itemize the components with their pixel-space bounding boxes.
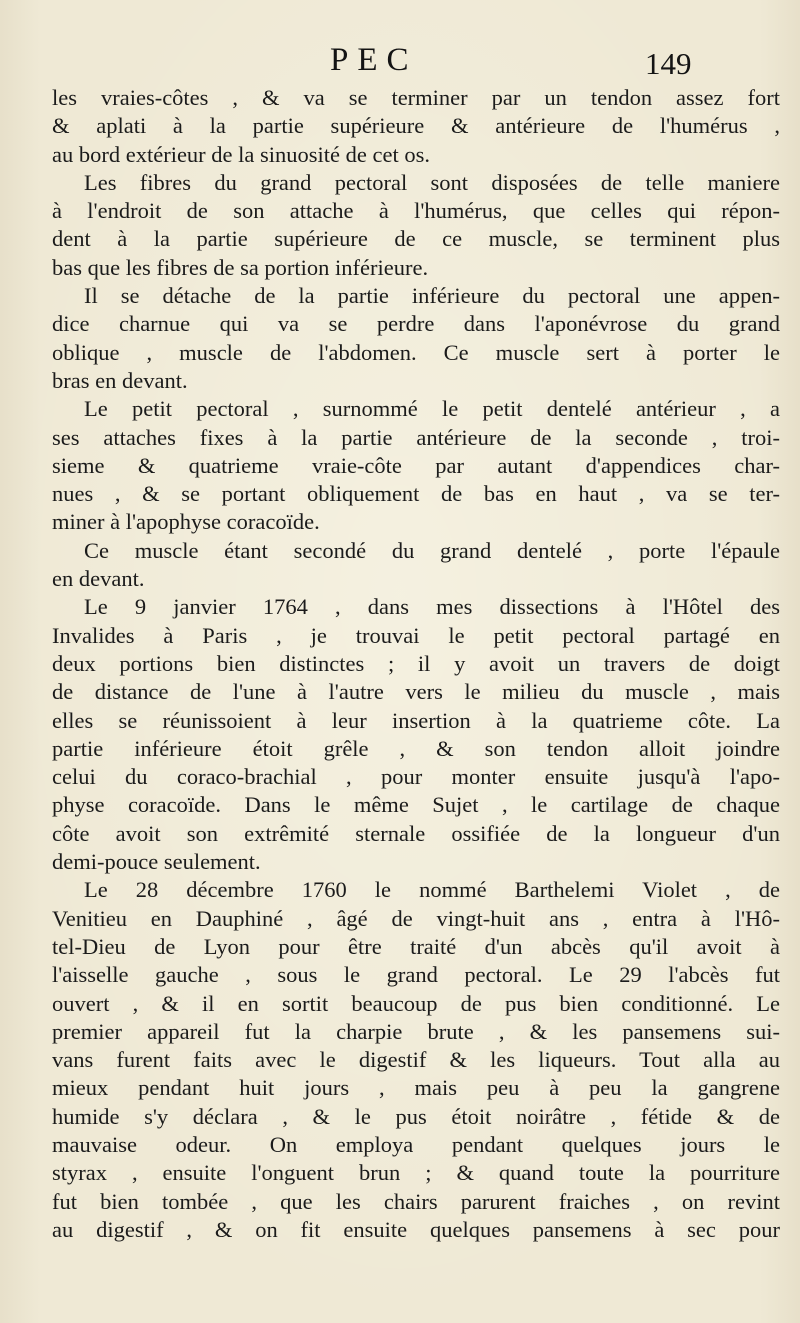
text-line: les vraies-côtes , & va se terminer par un tendon assez fort (52, 85, 780, 110)
text-line: au digestif , & on fit ensuite quelques pansemens à sec pour (52, 1216, 780, 1242)
text-line: au bord extérieur de la sinuosité de cet os. (52, 141, 430, 167)
text-line: bras en devant. (52, 367, 188, 393)
text-line: physe coracoïde. Dans le même Sujet , le cartilage de chaque (52, 792, 780, 818)
running-head: PEC (330, 42, 418, 78)
text-line: oblique , muscle de l'abdomen. Ce muscle sert à porter le (52, 339, 780, 365)
text-line: demi-pouce seulement. (52, 849, 261, 875)
text-line: vans furent faits avec le digestif & les liqueurs. Tout alla au (52, 1047, 780, 1073)
text-line: bas que les fibres de sa portion inférieure. (52, 254, 429, 280)
text-line: dent à la partie supérieure de ce muscle, se terminent plus (52, 226, 780, 252)
text-line: côte avoit son extrêmité sternale ossifiée de la longueur d'un (52, 820, 780, 846)
page-header (0, 38, 800, 88)
text-line: ses attaches fixes à la partie antérieure de la seconde , troi- (52, 424, 780, 450)
text-line: elles se réunissoient à leur insertion à la quatrieme côte. La (52, 707, 780, 733)
text-line: en devant. (52, 566, 145, 592)
text-line: Le petit pectoral , surnommé le petit dentelé antérieur , a (84, 396, 780, 422)
text-line: miner à l'apophyse coracoïde. (52, 509, 320, 535)
text-line: styrax , ensuite l'onguent brun ; & quand toute la pourriture (52, 1160, 780, 1186)
text-line: l'aisselle gauche , sous le grand pectoral. Le 29 l'abcès fut (52, 962, 780, 988)
text-line: Le 28 décembre 1760 le nommé Barthelemi Violet , de (84, 877, 780, 903)
text-line: Le 9 janvier 1764 , dans mes dissections à l'Hôtel des (84, 594, 780, 620)
text-line: de distance de l'une à l'autre vers le milieu du muscle , mais (52, 679, 780, 705)
text-line: à l'endroit de son attache à l'humérus, que celles qui répon- (52, 198, 780, 224)
text-line: deux portions bien distinctes ; il y avoit un travers de doigt (52, 650, 780, 676)
text-line: nues , & se portant obliquement de bas en haut , va se ter- (52, 481, 780, 507)
text-line: Ce muscle étant secondé du grand dentelé , porte l'épaule (84, 537, 780, 563)
text-line: Les fibres du grand pectoral sont disposées de telle maniere (84, 169, 780, 195)
text-line: premier appareil fut la charpie brute , & les pansemens sui- (52, 1018, 780, 1044)
text-line: Invalides à Paris , je trouvai le petit pectoral partagé en (52, 622, 780, 648)
text-line: Venitieu en Dauphiné , âgé de vingt-huit ans , entra à l'Hô- (52, 905, 780, 931)
text-line: Il se détache de la partie inférieure du pectoral une appen- (84, 283, 780, 309)
text-line: dice charnue qui va se perdre dans l'aponévrose du grand (52, 311, 780, 337)
text-line: & aplati à la partie supérieure & antérieure de l'humérus , (52, 113, 780, 139)
text-line: sieme & quatrieme vraie-côte par autant d'appendices char- (52, 452, 780, 478)
text-line: celui du coraco-brachial , pour monter ensuite jusqu'à l'apo- (52, 764, 780, 790)
text-line: tel-Dieu de Lyon pour être traité d'un abcès qu'il avoit à (52, 933, 780, 959)
text-line: ouvert , & il en sortit beaucoup de pus bien conditionné. Le (52, 990, 780, 1016)
text-line: fut bien tombée , que les chairs parurent fraiches , on revint (52, 1188, 780, 1214)
page-number: 149 (645, 46, 692, 81)
body-text (52, 84, 780, 1244)
text-line: partie inférieure étoit grêle , & son tendon alloit joindre (52, 735, 780, 761)
text-line: mieux pendant huit jours , mais peu à peu la gangrene (52, 1075, 780, 1101)
text-line: mauvaise odeur. On employa pendant quelques jours le (52, 1131, 780, 1157)
text-line: humide s'y déclara , & le pus étoit noirâtre , fétide & de (52, 1103, 780, 1129)
